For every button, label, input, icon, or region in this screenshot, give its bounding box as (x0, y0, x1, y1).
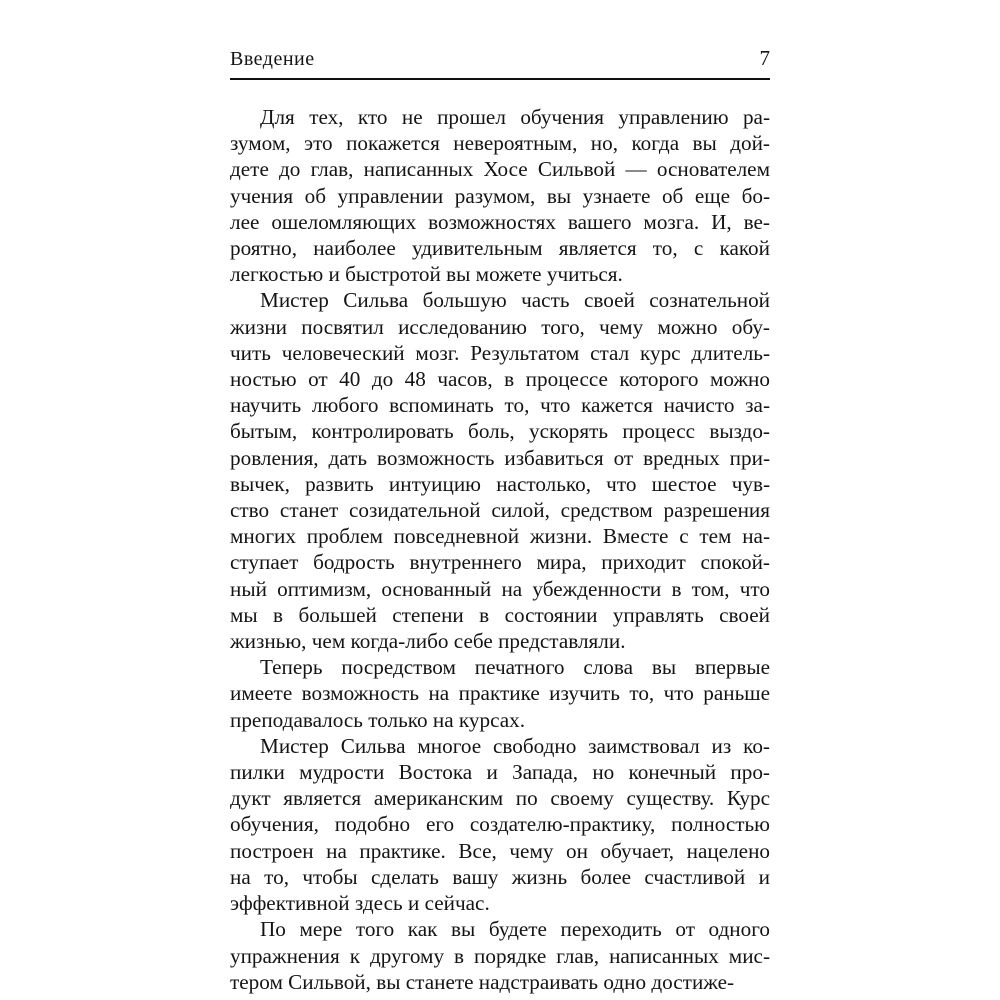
text-line: легкостью и быстротой вы можете учиться. (230, 262, 623, 287)
text-line: чить человеческий мозг. Результатом стал курс длитель- (230, 340, 770, 365)
text-line: научить любого вспоминать то, что кажется начисто за- (230, 393, 770, 418)
text-line: дукт является американским по своему существу. Курс (230, 786, 770, 811)
text-line: учения об управлении разумом, вы узнаете об еще бо- (230, 183, 770, 208)
text-line: тером Сильвой, вы станете надстраивать одно достиже- (230, 969, 735, 994)
text-line: ностью от 40 до 48 часов, в процессе которого можно (230, 367, 770, 392)
paragraph (230, 104, 770, 287)
text-line: Мистер Сильва большую часть своей сознательной (260, 288, 770, 313)
text-line: По мере того как вы будете переходить от одного (260, 917, 770, 942)
text-line: Мистер Сильва многое свободно заимствовал из ко- (260, 733, 770, 758)
text-line: преподавалось только на курсах. (230, 707, 526, 732)
text-line: роятно, наиболее удивительным является то, с какой (230, 236, 770, 261)
paragraph (230, 733, 770, 916)
page-body (230, 104, 770, 995)
text-line: лее ошеломляющих возможностях вашего мозга. И, ве- (230, 209, 770, 234)
text-line: ступает бодрость внутреннего мира, приходит спокой- (230, 550, 770, 575)
text-line: вычек, развить интуицию настолько, что шестое чув- (230, 471, 770, 496)
text-line: Для тех, кто не прошел обучения управлению ра- (260, 105, 770, 129)
page-number: 7 (759, 46, 770, 70)
text-line: ство станет созидательной силой, средством разрешения (230, 498, 770, 523)
text-line: мы в большей степени в состоянии управлять своей (230, 602, 770, 627)
text-line: построен на практике. Все, чему он обучает, нацелено (230, 838, 770, 863)
text-line: имеете возможность на практике изучить то, что раньше (230, 681, 770, 706)
text-line: дете до глав, написанных Хосе Сильвой — основателем (230, 157, 770, 182)
text-line: Теперь посредством печатного слова вы впервые (260, 655, 770, 680)
paragraph (230, 916, 770, 995)
text-line: зумом, это покажется невероятным, но, когда вы дой- (230, 131, 770, 156)
text-line: пилки мудрости Востока и Запада, но конечный про- (230, 760, 770, 785)
text-line: на то, чтобы сделать вашу жизнь более счастливой и (230, 864, 770, 889)
text-line: обучения, подобно его создателю-практику, полностью (230, 812, 770, 837)
text-line: эффективной здесь и сейчас. (230, 891, 490, 916)
text-block (230, 0, 770, 995)
text-line: жизнью, чем когда-либо себе представляли. (230, 629, 626, 654)
paragraph (230, 654, 770, 733)
text-line: упражнения к другому в порядке глав, написанных мис- (230, 943, 770, 968)
page-header (230, 0, 770, 80)
text-line: ровления, дать возможность избавиться от вредных при- (230, 445, 770, 470)
running-title: Введение (230, 48, 315, 70)
text-line: жизни посвятил исследованию того, чему можно обу- (230, 314, 770, 339)
text-line: ный оптимизм, основанный на убежденности в том, что (230, 576, 770, 601)
text-line: бытым, контролировать боль, ускорять процесс выздо- (230, 419, 770, 444)
text-line: многих проблем повседневной жизни. Вместе с тем на- (230, 524, 770, 549)
paragraph (230, 287, 770, 654)
